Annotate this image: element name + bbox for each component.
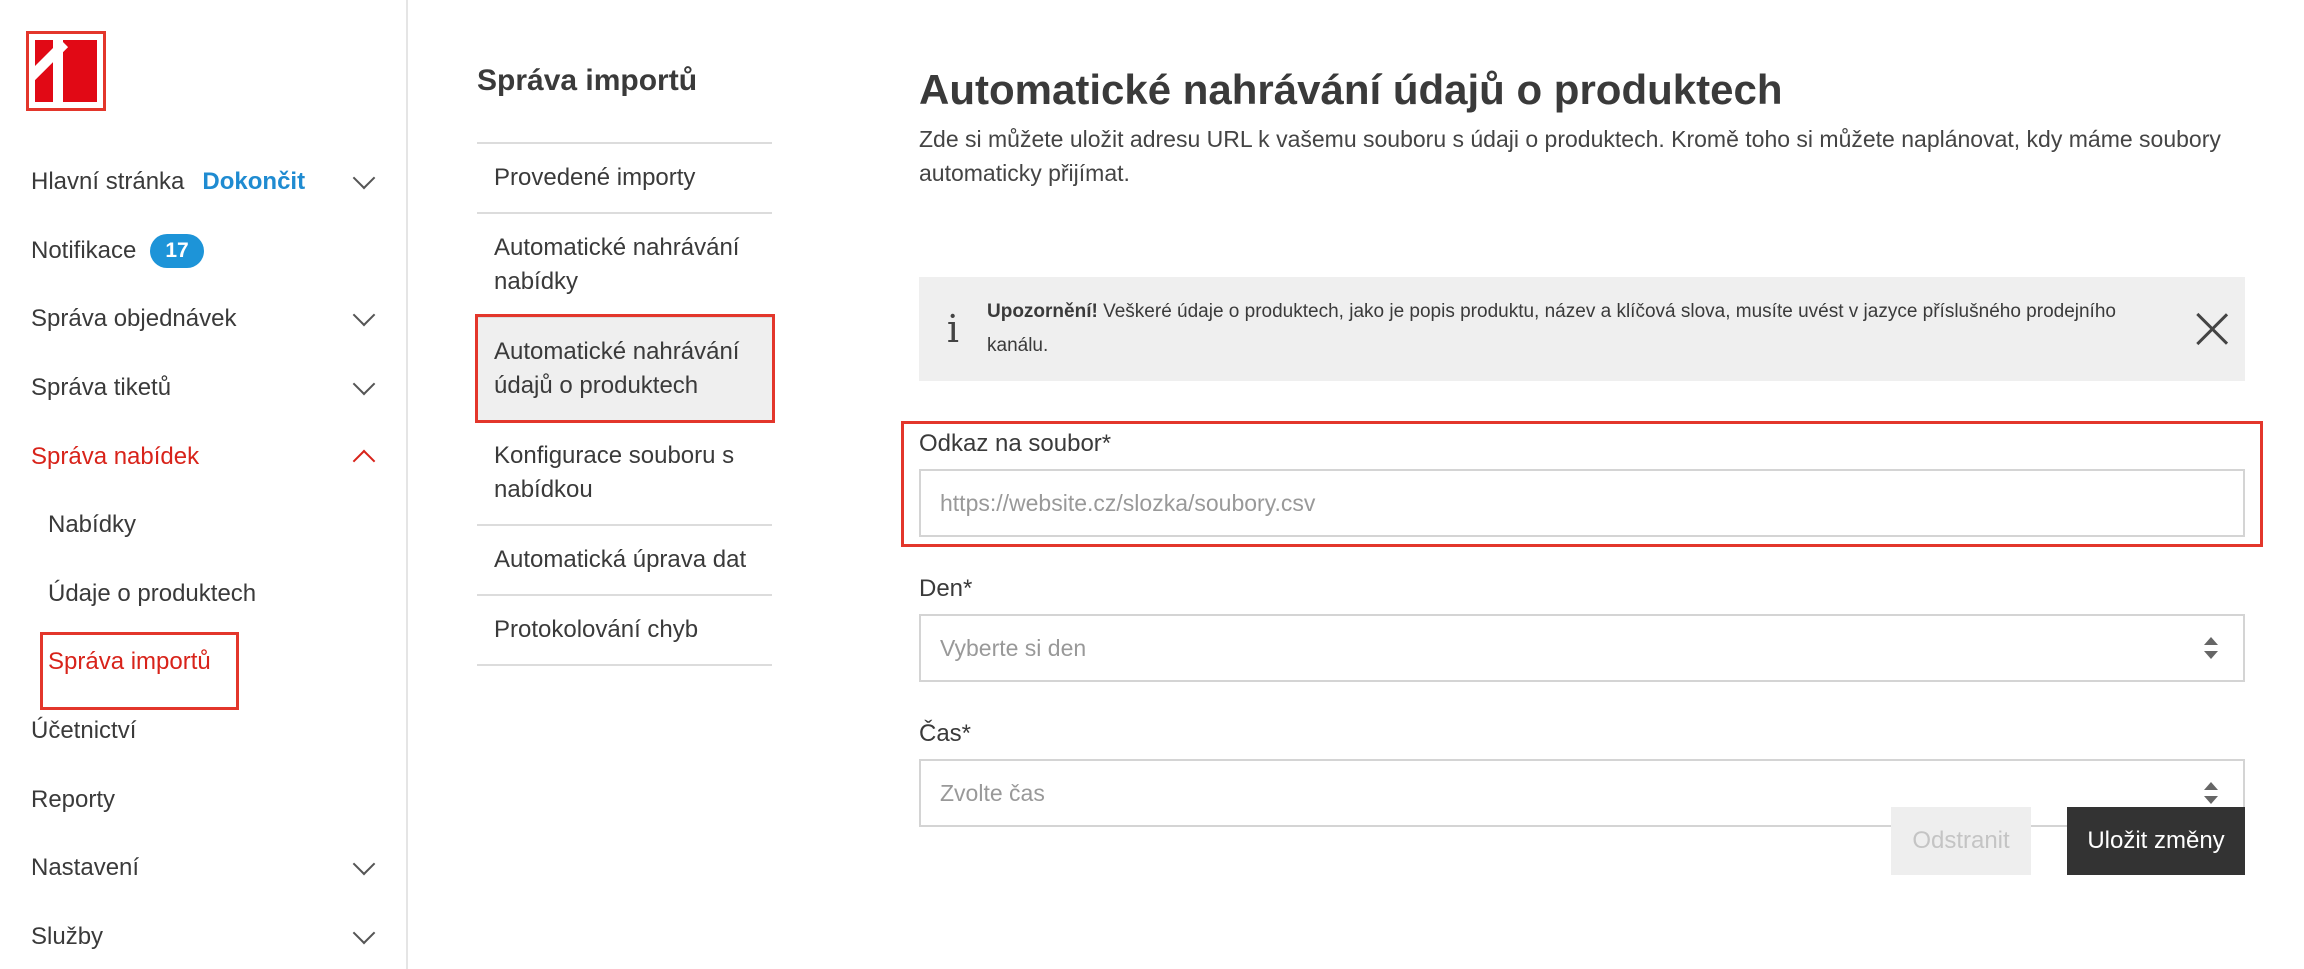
file-link-field (919, 427, 2245, 537)
chevron-up-icon (353, 449, 376, 472)
chevron-down-icon (353, 922, 376, 945)
notice-body: Veškeré údaje o produktech, jako je popis produktu, název a klíčová slova, musíte uvést v jazyce příslušného prodejního kanálu. (987, 301, 2116, 356)
sidebar-item-notifications[interactable] (0, 217, 406, 286)
sidebar-item-orders[interactable] (0, 285, 406, 354)
chevron-down-icon (353, 304, 376, 327)
page-title: Automatické nahrávání údajů o produktech (919, 66, 1783, 113)
sidebar-item-label: Správa nabídek (31, 442, 200, 470)
sidebar-item-label: Údaje o produktech (48, 579, 257, 607)
select-arrows-icon (2204, 637, 2218, 659)
sidebar-item-label: Notifikace (31, 236, 137, 264)
sidebar-item-label: Nastavení (31, 854, 140, 882)
notice-text (987, 295, 2245, 363)
time-label: Čas* (919, 720, 972, 747)
file-link-input[interactable]: https://website.cz/slozka/soubory.csv (919, 469, 2245, 537)
time-select-value: Zvolte čas (940, 779, 1045, 806)
subnav-item-offer-file-config[interactable]: Konfigurace souboru s nabídkou (477, 422, 772, 526)
time-field (919, 717, 2245, 827)
sidebar-item-label: Správa objednávek (31, 305, 237, 333)
notice-strong: Upozornění! (987, 301, 1098, 322)
notification-count-badge: 17 (150, 234, 203, 268)
sidebar (0, 0, 408, 969)
sidebar-subitem-offers[interactable] (0, 491, 406, 560)
subnav-item-auto-data-edit[interactable]: Automatická úprava dat (477, 526, 772, 596)
time-select[interactable] (919, 759, 2245, 827)
select-arrows-icon (2204, 782, 2218, 804)
subnav-item-offer-autoupload[interactable]: Automatické nahrávání nabídky (477, 214, 772, 318)
main-content (919, 60, 2245, 806)
sidebar-item-label: Účetnictví (31, 717, 137, 745)
file-link-label: Odkaz na soubor* (919, 430, 1112, 457)
sidebar-item-reports[interactable] (0, 765, 406, 834)
subnav-item-label: Automatické nahrávání údajů o produktech (494, 338, 740, 399)
sidebar-item-label: Služby (31, 922, 104, 950)
sidebar-item-home[interactable] (0, 148, 406, 217)
subnav-item-completed-imports[interactable]: Provedené importy (477, 144, 772, 214)
sidebar-item-accounting[interactable] (0, 697, 406, 766)
sidebar-subitem-product-data[interactable] (0, 560, 406, 629)
sidebar-item-tickets[interactable] (0, 354, 406, 423)
chevron-down-icon (353, 167, 376, 190)
import-subnav (477, 64, 772, 666)
save-changes-button[interactable]: Uložit změny (2067, 807, 2245, 875)
subnav-item-error-log[interactable]: Protokolování chyb (477, 596, 772, 666)
subnav-item-product-data-autoupload[interactable] (477, 318, 772, 422)
day-select[interactable] (919, 614, 2245, 682)
day-select-value: Vyberte si den (940, 634, 1087, 661)
logo-icon (35, 40, 97, 102)
sidebar-item-services[interactable] (0, 903, 406, 969)
page-description: Zde si můžete uložit adresu URL k vašemu souboru s údaji o produktech. Kromě toho si můžete naplánovat, kdy máme soubory automaticky přijímat. (919, 126, 2221, 186)
chevron-down-icon (353, 853, 376, 876)
finish-link[interactable]: Dokončit (202, 168, 306, 196)
sidebar-item-label: Nabídky (48, 511, 137, 539)
subnav-title: Správa importů (477, 64, 698, 97)
sidebar-item-label: Správa importů (48, 648, 211, 676)
sidebar-nav (0, 148, 406, 969)
sidebar-subitem-import-management[interactable] (0, 628, 406, 697)
sidebar-item-offers[interactable] (0, 422, 406, 491)
highlight-box (475, 314, 775, 423)
subnav-list (477, 142, 772, 666)
sidebar-item-label: Hlavní stránka (31, 168, 185, 196)
day-field (919, 572, 2245, 682)
remove-button[interactable]: Odstranit (1891, 807, 2031, 875)
brand-logo[interactable] (26, 31, 106, 111)
notice-banner (919, 277, 2245, 381)
sidebar-item-settings[interactable] (0, 834, 406, 903)
sidebar-item-label: Správa tiketů (31, 374, 172, 402)
info-icon: i (946, 307, 960, 351)
sidebar-item-label: Reporty (31, 785, 116, 813)
close-icon[interactable] (2195, 312, 2229, 346)
chevron-down-icon (353, 373, 376, 396)
day-label: Den* (919, 575, 973, 602)
